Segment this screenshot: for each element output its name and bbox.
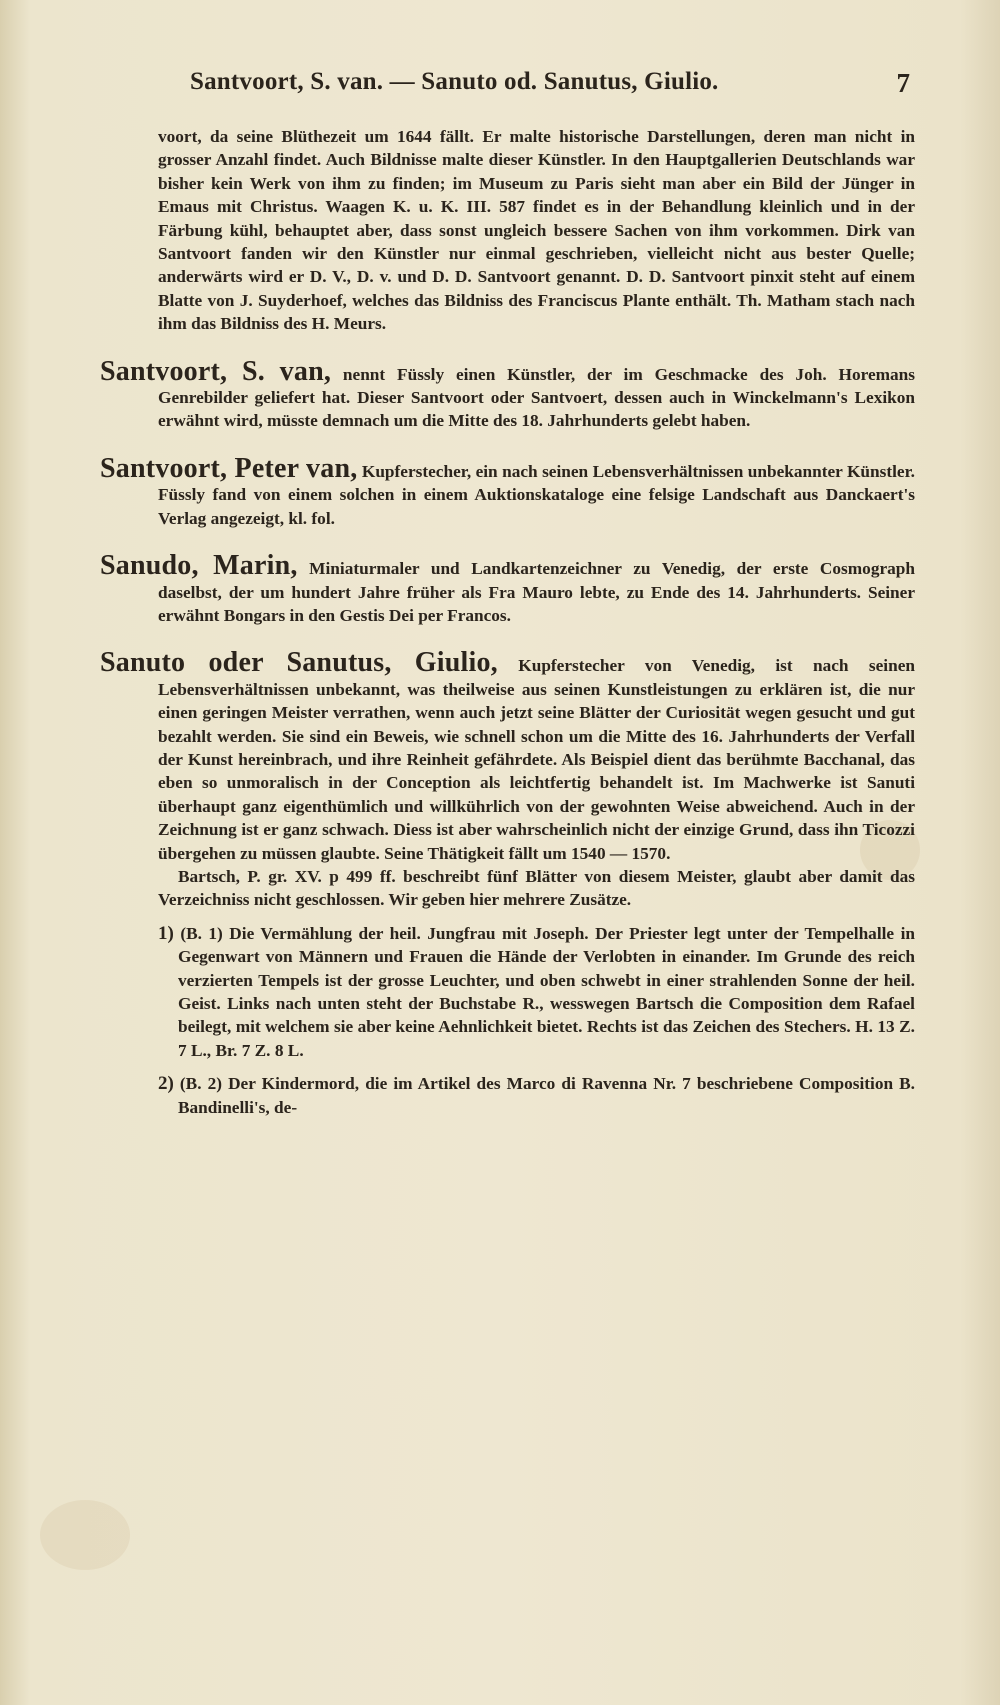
entry-heading: Santvoort, Peter van,	[100, 452, 358, 484]
main-text	[100, 125, 915, 1119]
entry-heading: Sanudo, Marin,	[100, 550, 298, 582]
entry-santvoort-s	[100, 355, 915, 433]
entry-santvoort-peter	[100, 452, 915, 530]
list-item	[158, 922, 915, 1062]
entry-heading: Santvoort, S. van,	[100, 355, 332, 387]
entry-continuation: Bartsch, P. gr. XV. p 499 ff. beschreibt fünf Blätter von diesem Meister, glaubt aber damit das Verzeichniss nicht geschlossen. Wir geben hier mehrere Zusätze.	[158, 866, 915, 910]
item-number: 1)	[158, 922, 174, 944]
item-text: (B. 1) Die Vermählung der heil. Jungfrau mit Joseph. Der Priester legt unter der Tempelhalle in Gegenwart von Männern und Frauen die Hände der Verlobten in einander. Im Grunde des reich verzierten Tempels ist der grosse Leuchter, und oben schwebt in einer strahlenden Sonne der heil. Geist. Links nach unten steht der Buchstabe R., wesswegen Bartsch die Composition dem Rafael beilegt, mit welchem sie aber keine Aehnlichkeit bietet. Rechts ist das Zeichen des Stechers. H. 13 Z. 7 L., Br. 7 Z. 8 L.	[178, 923, 915, 1060]
intro-paragraph: voort, da seine Blüthezeit um 1644 fällt. Er malte historische Darstellungen, deren man nicht in grosser Anzahl findet. Auch Bildnisse malte dieser Künstler. In den Hauptgallerien Deutschlands war bisher kein Werk von ihm zu finden; im Museum zu Paris sieht man aber ein Bild der Jünger in Emaus mit Christus. Waagen K. u. K. III. 587 findet es in der Behandlung kleinlich und in der Färbung kühl, behauptet aber, dass sonst ungleich bessere Sachen von ihm vorkommen. Dirk van Santvoort fanden wir den Künstler nur einmal geschrieben, vielleicht nicht aus bester Quelle; anderwärts wird er D. V., D. v. und D. D. Santvoort genannt. D. D. Santvoort pinxit steht auf einem Blatte von J. Suyderhoef, welches das Bildniss des Franciscus Plante enthält. Th. Matham stach nach ihm das Bildniss des H. Meurs.	[158, 127, 915, 334]
entry-text: Miniaturmaler und Landkartenzeichner zu Venedig, der erste Cosmograph daselbst, der um hundert Jahre früher als Fra Mauro lebte, zu Ende des 14. Jahrhunderts. Seiner erwähnt Bongars in den Gestis Dei per Francos.	[158, 559, 915, 625]
entry-sanuto-giulio	[100, 647, 915, 1119]
item-text: (B. 2) Der Kindermord, die im Artikel des Marco di Ravenna Nr. 7 beschriebene Composition B. Bandinelli's, de-	[178, 1074, 915, 1117]
running-header	[190, 68, 910, 108]
entry-sanudo-marin	[100, 550, 915, 627]
page-number: 7	[896, 68, 910, 98]
entry-text: Kupferstecher, ein nach seinen Lebensverhältnissen unbekannter Künstler. Füssly fand von einem solchen in einem Auktionskataloge eine felsige Landschaft aus Danckaert's Verlag angezeigt, kl. fol.	[158, 461, 915, 528]
entry-text: nennt Füssly einen Künstler, der im Geschmacke des Joh. Horemans Genrebilder geliefert hat. Dieser Santvoort oder Santvoert, dessen auch in Winckelmann's Lexikon erwähnt wird, müsste demnach um die Mitte des 18. Jahrhunderts gelebt haben.	[158, 364, 915, 431]
list-item	[158, 1072, 915, 1119]
entry-heading: Sanuto oder Sanutus, Giulio,	[100, 647, 498, 679]
header-title: Santvoort, S. van. — Sanuto od. Sanutus, Giulio.	[190, 68, 719, 95]
item-number: 2)	[158, 1073, 174, 1095]
entry-text: Kupferstecher von Venedig, ist nach seinen Lebensverhältnissen unbekannt, was theilweise aus seinen Kunstleistungen zu erklären ist, die nur einen geringen Meister verrathen, wenn auch jetzt seine Blätter der Curiosität wegen gesucht und gut bezahlt werden. Sie sind ein Beweis, wie schnell schon um die Mitte des 16. Jahrhunderts der Verfall der Kunst hereinbrach, und ihre Reinheit gefährdete. Als Beispiel dient das berühmte Bacchanal, das eben so unmoralisch in der Conception als leichtfertig behandelt ist. Im Machwerke ist Sanuti überhaupt ganz eigenthümlich und willkührlich von der gewohnten Weise abweichend. Auch in der Zeichnung ist er ganz schwach. Diess ist aber wahrscheinlich nicht der einzige Grund, dass ihn Ticozzi übergehen zu müssen glaubte. Seine Thätigkeit fällt um 1540 — 1570.	[158, 656, 915, 863]
paper-stain	[40, 1500, 130, 1570]
